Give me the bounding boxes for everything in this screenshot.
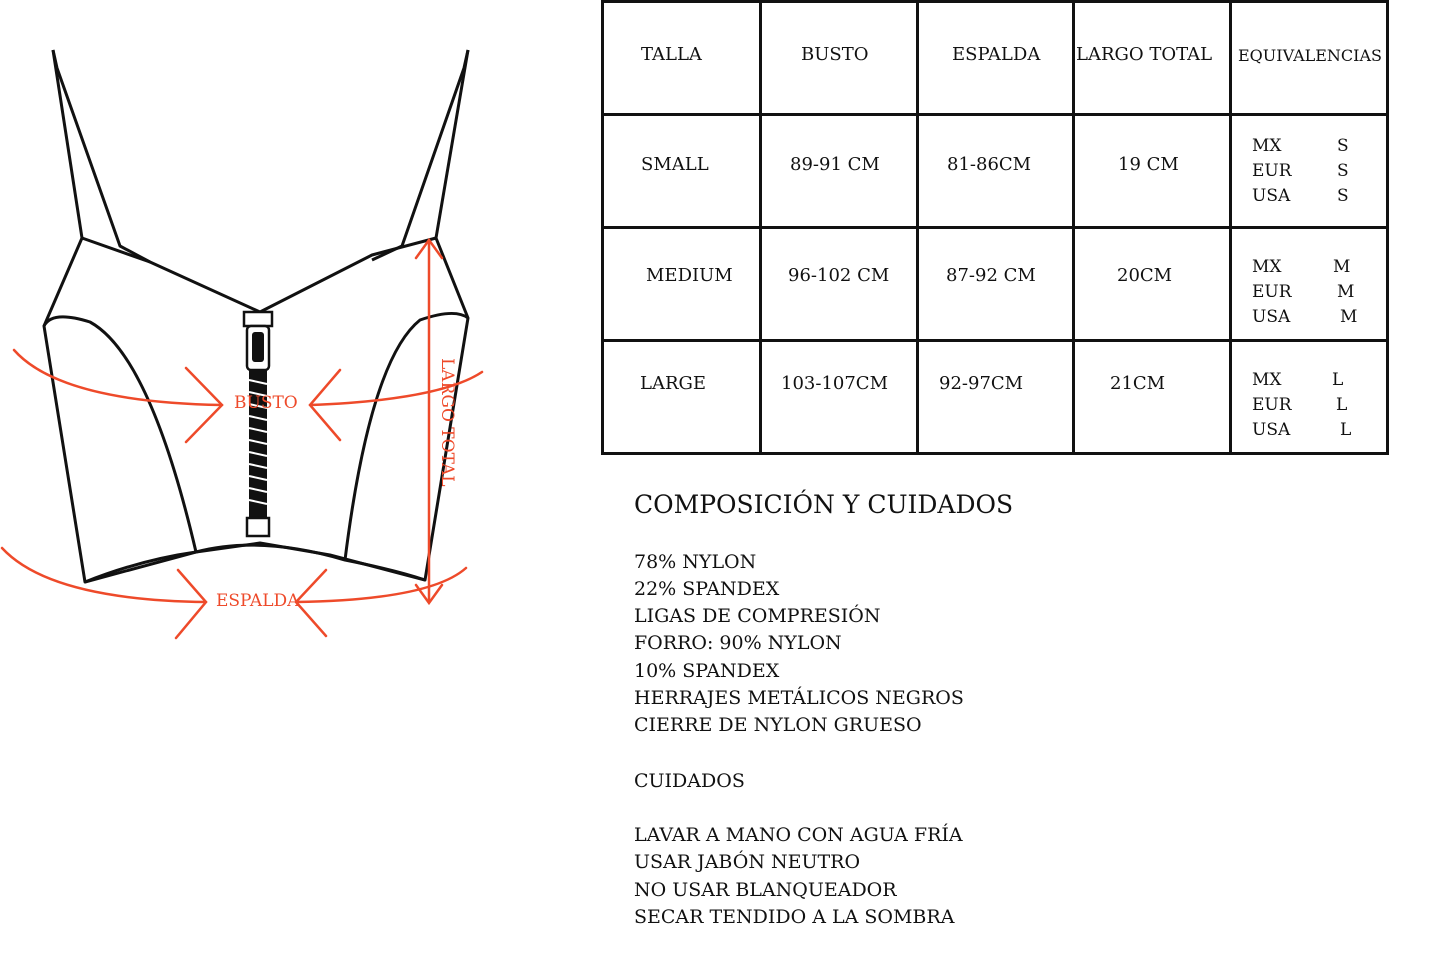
eq-region: MX <box>1252 370 1282 390</box>
espalda-measure-label: ESPALDA <box>216 591 300 611</box>
largo-value: 21CM <box>1110 373 1166 394</box>
eq-size: M <box>1337 282 1355 302</box>
care-title: CUIDADOS <box>634 770 745 792</box>
talla-value: MEDIUM <box>646 265 733 286</box>
busto-measure-label: BUSTO <box>234 393 298 413</box>
size-table-header-row <box>603 2 1388 115</box>
care-line: LAVAR A MANO CON AGUA FRÍA <box>634 824 963 846</box>
table-cell <box>918 341 1074 454</box>
care-line: NO USAR BLANQUEADOR <box>634 879 897 901</box>
busto-value: 96-102 CM <box>788 265 890 286</box>
eq-size: S <box>1337 136 1349 156</box>
header-largo-total: LARGO TOTAL <box>1076 44 1213 65</box>
eq-region: EUR <box>1252 161 1292 181</box>
equivalencias-cell <box>1231 115 1388 228</box>
table-cell <box>918 228 1074 341</box>
zipper <box>244 312 272 536</box>
table-row <box>603 341 1388 454</box>
table-cell <box>603 341 761 454</box>
table-cell <box>761 115 918 228</box>
talla-value: LARGE <box>640 373 707 394</box>
material-line: 22% SPANDEX <box>634 578 780 600</box>
eq-size: S <box>1337 161 1349 181</box>
material-line: LIGAS DE COMPRESIÓN <box>634 605 881 627</box>
table-cell <box>761 341 918 454</box>
eq-region: MX <box>1252 136 1282 156</box>
equivalencias-cell <box>1231 341 1388 454</box>
busto-value: 103-107CM <box>781 373 888 394</box>
header-espalda: ESPALDA <box>952 44 1041 65</box>
talla-value: SMALL <box>641 154 709 175</box>
eq-region: EUR <box>1252 395 1292 415</box>
header-cell <box>1231 2 1388 115</box>
eq-size: L <box>1332 370 1344 390</box>
espalda-value: 92-97CM <box>939 373 1024 394</box>
table-cell <box>918 115 1074 228</box>
table-cell <box>1074 341 1231 454</box>
table-cell <box>1074 115 1231 228</box>
largo-value: 19 CM <box>1118 154 1179 175</box>
eq-size: L <box>1336 395 1348 415</box>
composition-title: COMPOSICIÓN Y CUIDADOS <box>634 490 1014 519</box>
table-cell <box>603 115 761 228</box>
eq-region: MX <box>1252 257 1282 277</box>
busto-value: 89-91 CM <box>790 154 880 175</box>
material-line: 10% SPANDEX <box>634 660 780 682</box>
largo-total-measure-label: LARGO TOTAL <box>437 358 457 487</box>
table-cell <box>1074 228 1231 341</box>
table-row <box>603 228 1388 341</box>
eq-region: USA <box>1252 420 1291 440</box>
equivalencias-cell <box>1231 228 1388 341</box>
material-line: 78% NYLON <box>634 551 757 573</box>
material-line: FORRO: 90% NYLON <box>634 632 842 654</box>
espalda-value: 81-86CM <box>947 154 1032 175</box>
header-cell <box>918 2 1074 115</box>
measure-marks <box>2 240 482 638</box>
care-line: USAR JABÓN NEUTRO <box>634 851 861 873</box>
header-cell <box>603 2 761 115</box>
largo-value: 20CM <box>1117 265 1173 286</box>
material-line: CIERRE DE NYLON GRUESO <box>634 714 922 736</box>
garment-diagram <box>0 0 600 700</box>
eq-size: M <box>1333 257 1351 277</box>
table-cell <box>603 228 761 341</box>
eq-region: USA <box>1252 186 1291 206</box>
header-cell <box>761 2 918 115</box>
table-cell <box>761 228 918 341</box>
table-row <box>603 115 1388 228</box>
header-equivalencias: EQUIVALENCIAS <box>1238 46 1383 65</box>
header-cell <box>1074 2 1231 115</box>
care-line: SECAR TENDIDO A LA SOMBRA <box>634 906 955 928</box>
eq-size: M <box>1340 307 1358 327</box>
header-busto: BUSTO <box>801 44 869 65</box>
eq-region: EUR <box>1252 282 1292 302</box>
header-talla: TALLA <box>641 44 702 65</box>
eq-size: S <box>1337 186 1349 206</box>
material-line: HERRAJES METÁLICOS NEGROS <box>634 687 964 709</box>
eq-size: L <box>1340 420 1352 440</box>
eq-region: USA <box>1252 307 1291 327</box>
size-chart-table <box>601 0 1389 455</box>
espalda-value: 87-92 CM <box>946 265 1036 286</box>
